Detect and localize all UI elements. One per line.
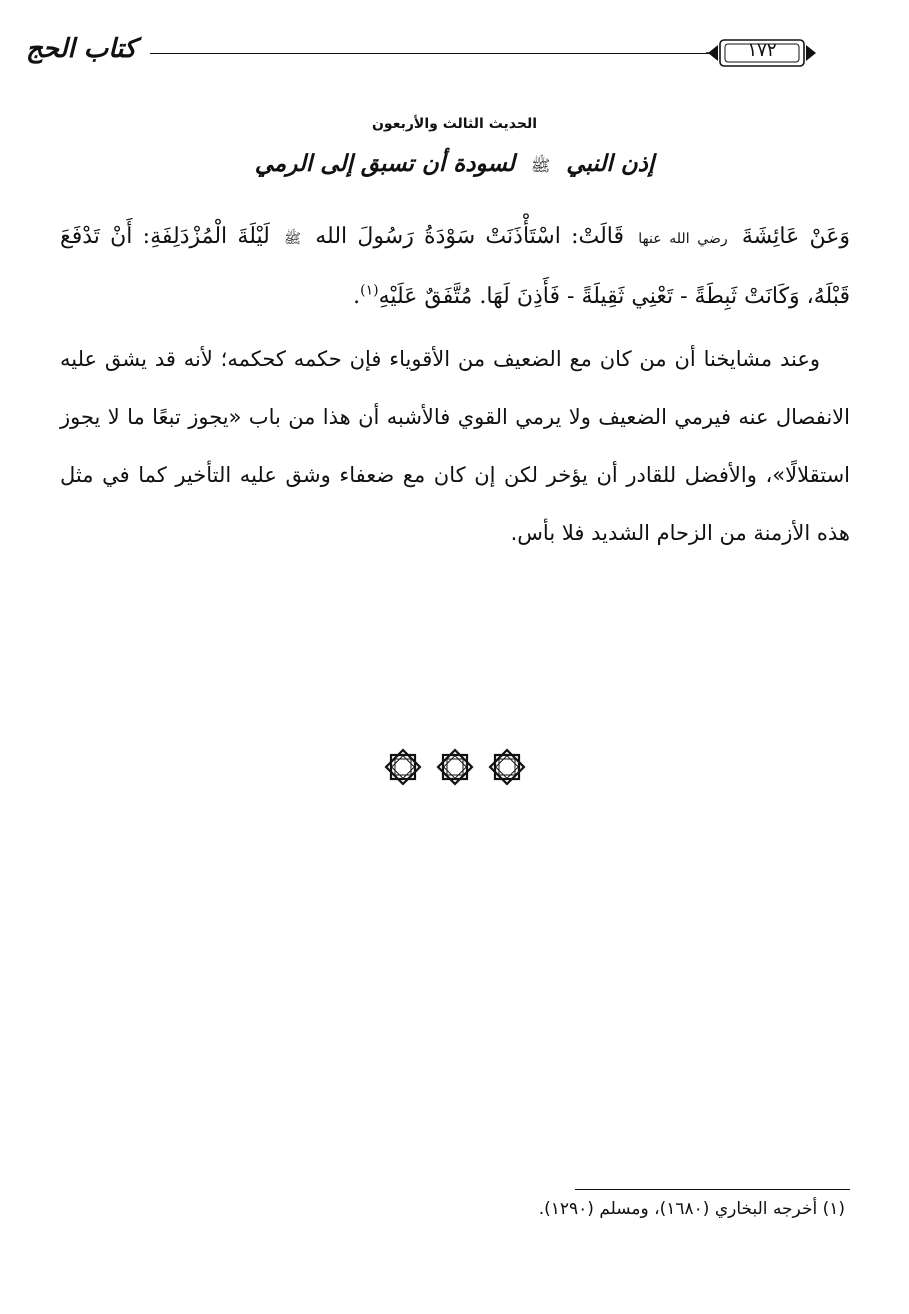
- section-divider-ornament: [382, 746, 528, 790]
- book-title: كتاب الحج: [26, 34, 137, 64]
- honorific-glyph: ﷺ: [284, 231, 302, 247]
- octagram-star-icon: [434, 746, 476, 788]
- hadith-part1: وَعَنْ عَائِشَةَ: [741, 224, 850, 249]
- commentary-paragraph: وعند مشايخنا أن من كان مع الضعيف من الأقوياء فإن حكمه كحكمه؛ لأنه قد يشق عليه الانفصال عنه فيرمي الضعيف ولا يرمي القوي فالأشبه أن هذا من باب «يجوز تبعًا ما لا يجوز استقلالًا»، والأفضل للقادر أن يؤخر لكن إن كان مع ضعفاء وشق عليه التأخير كما في مثل هذه الأزمنة من الزحام الشديد فلا بأس.: [60, 347, 850, 545]
- honorific-glyph: رضي الله عنها: [638, 231, 728, 247]
- honorific-glyph: ﷺ: [530, 156, 551, 175]
- header-rule: [150, 53, 710, 54]
- footnote: (١) أخرجه البخاري (١٦٨٠)، ومسلم (١٢٩٠).: [538, 1199, 845, 1219]
- octagram-star-icon: [382, 746, 424, 788]
- octagram-star-icon: [486, 746, 528, 788]
- chapter-title-part1: إذن النبي: [566, 151, 655, 177]
- hadith-end: .: [353, 284, 361, 309]
- hadith-text: [60, 208, 850, 326]
- page-number: ١٧٢: [747, 40, 777, 61]
- chapter-title-part2: لسودة أن تسبق إلى الرمي: [254, 151, 515, 177]
- footnote-reference: (١): [360, 282, 379, 299]
- footnote-rule: [575, 1189, 850, 1190]
- section-label: الحديث الثالث والأربعون: [371, 116, 538, 132]
- chapter-title: [0, 151, 909, 179]
- hadith-part3: لَيْلَةَ الْمُزْدَلِفَةِ: أَنْ تَدْفَعَ قَبْلَهُ، وَكَانَتْ ثَبِطَةً - تَعْنِي ثَقِيلَةً - فَأَذِنَ لَهَا. مُتَّفَقٌ عَلَيْهِ: [60, 224, 850, 309]
- hadith-part2: قَالَتْ: اسْتَأْذَنَتْ سَوْدَةُ رَسُولَ الله: [315, 224, 625, 249]
